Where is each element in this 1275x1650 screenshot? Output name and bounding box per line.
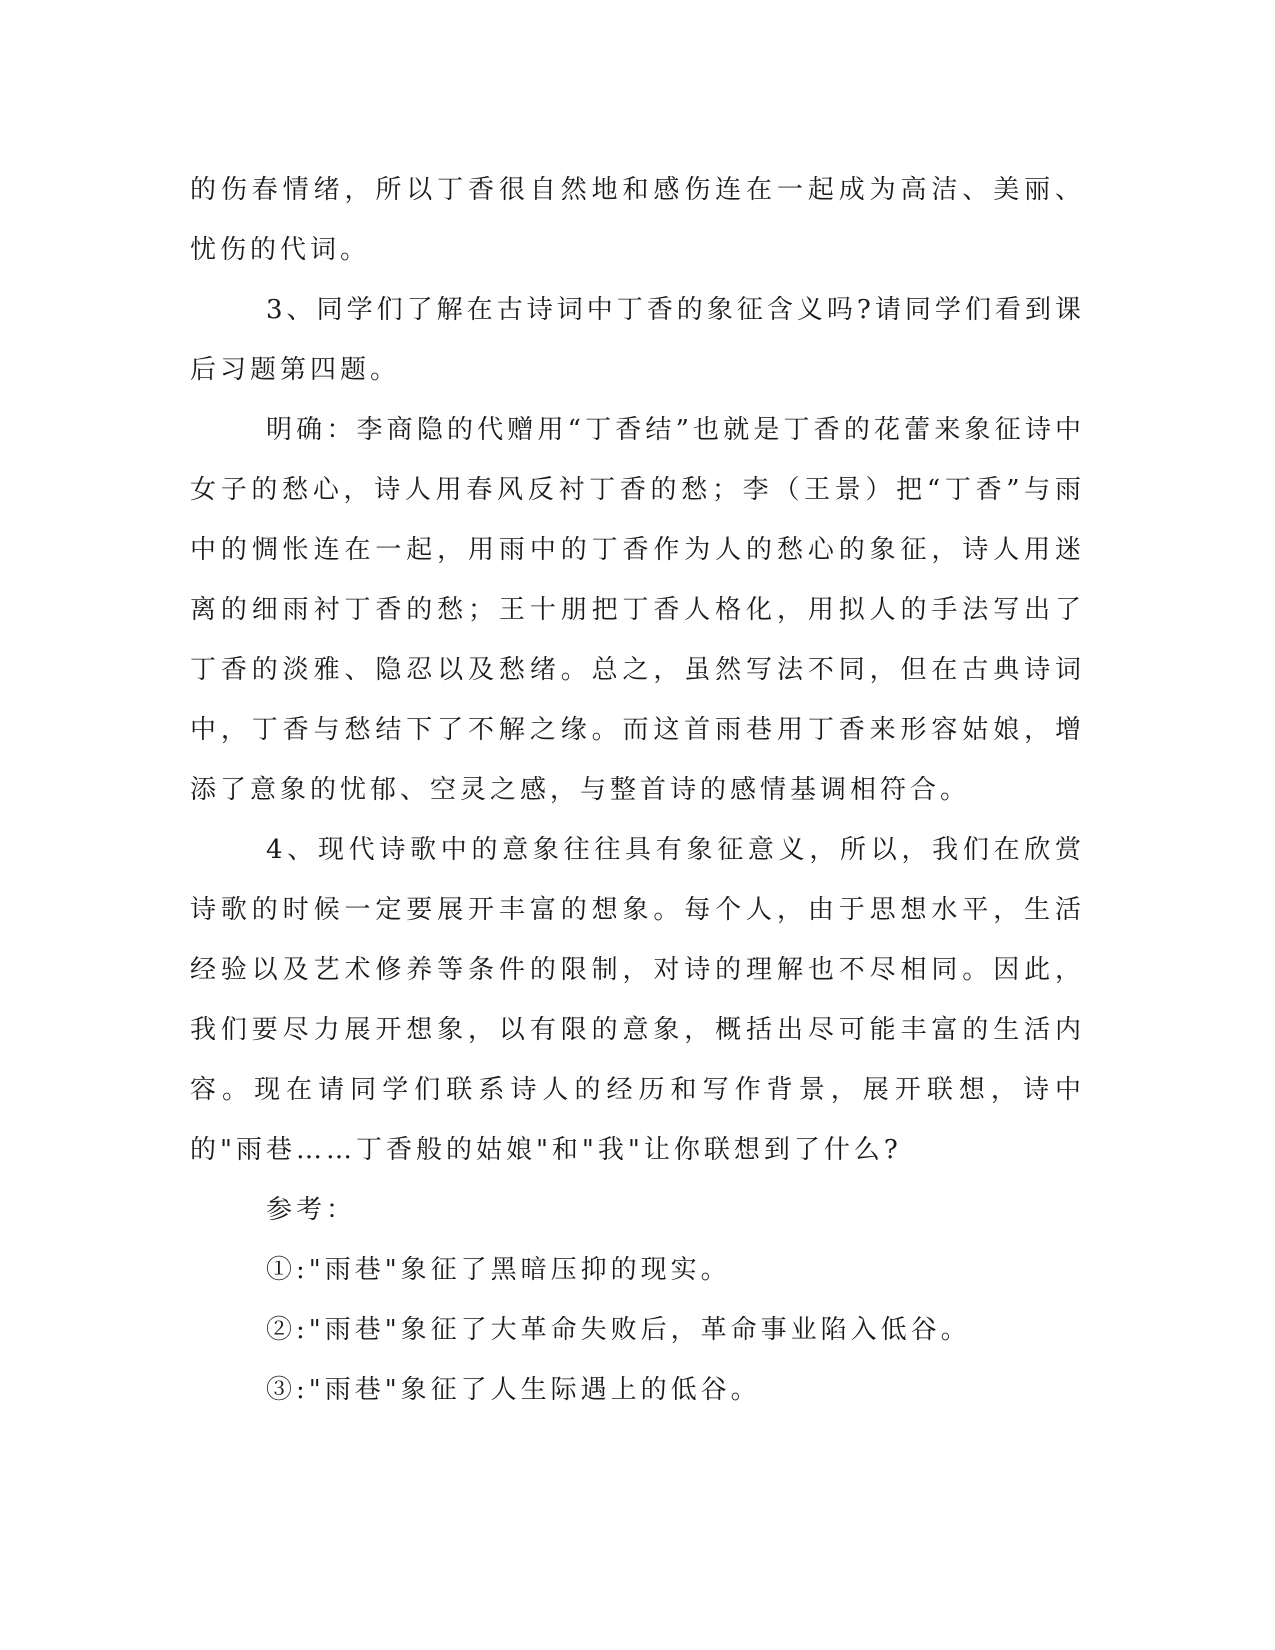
reference-item-1: ①:"雨巷"象征了黑暗压抑的现实。 [266,1255,731,1285]
paragraph-clarification: 明确：李商隐的代赠用“丁香结”也就是丁香的花蕾来象征诗中女子的愁心，诗人用春风反衬丁香的愁；李（王景）把“丁香”与雨中的惆怅连在一起，用雨中的丁香作为人的愁心的象征，诗人用迷离的细雨衬丁香的愁；王十朋把丁香人格化，用拟人的手法写出了丁香的淡雅、隐忍以及愁绪。总之，虽然写法不同，但在古典诗词中，丁香与愁结下了不解之缘。而这首雨巷用丁香来形容姑娘，增添了意象的忧郁、空灵之感，与整首诗的感情基调相符合。 [190,415,1085,805]
paragraph-question-3: 3、同学们了解在古诗词中丁香的象征含义吗?请同学们看到课后习题第四题。 [190,295,1085,385]
paragraph-reference-heading: 参考： [266,1195,357,1225]
reference-item-2: ②:"雨巷"象征了大革命失败后，革命事业陷入低谷。 [266,1315,971,1345]
paragraph-question-4: 4、现代诗歌中的意象往往具有象征意义，所以，我们在欣赏诗歌的时候一定要展开丰富的想象。每个人，由于思想水平，生活经验以及艺术修养等条件的限制，对诗的理解也不尽相同。因此，我们要尽力展开想象，以有限的意象，概括出尽可能丰富的生活内容。现在请同学们联系诗人的经历和写作背景，展开联想，诗中的"雨巷……丁香般的姑娘"和"我"让你联想到了什么? [190,835,1085,1165]
paragraph-continuation: 的伤春情绪，所以丁香很自然地和感伤连在一起成为高洁、美丽、忧伤的代词。 [190,175,1085,265]
document-body [190,160,1085,1420]
reference-item-3: ③:"雨巷"象征了人生际遇上的低谷。 [266,1375,761,1405]
